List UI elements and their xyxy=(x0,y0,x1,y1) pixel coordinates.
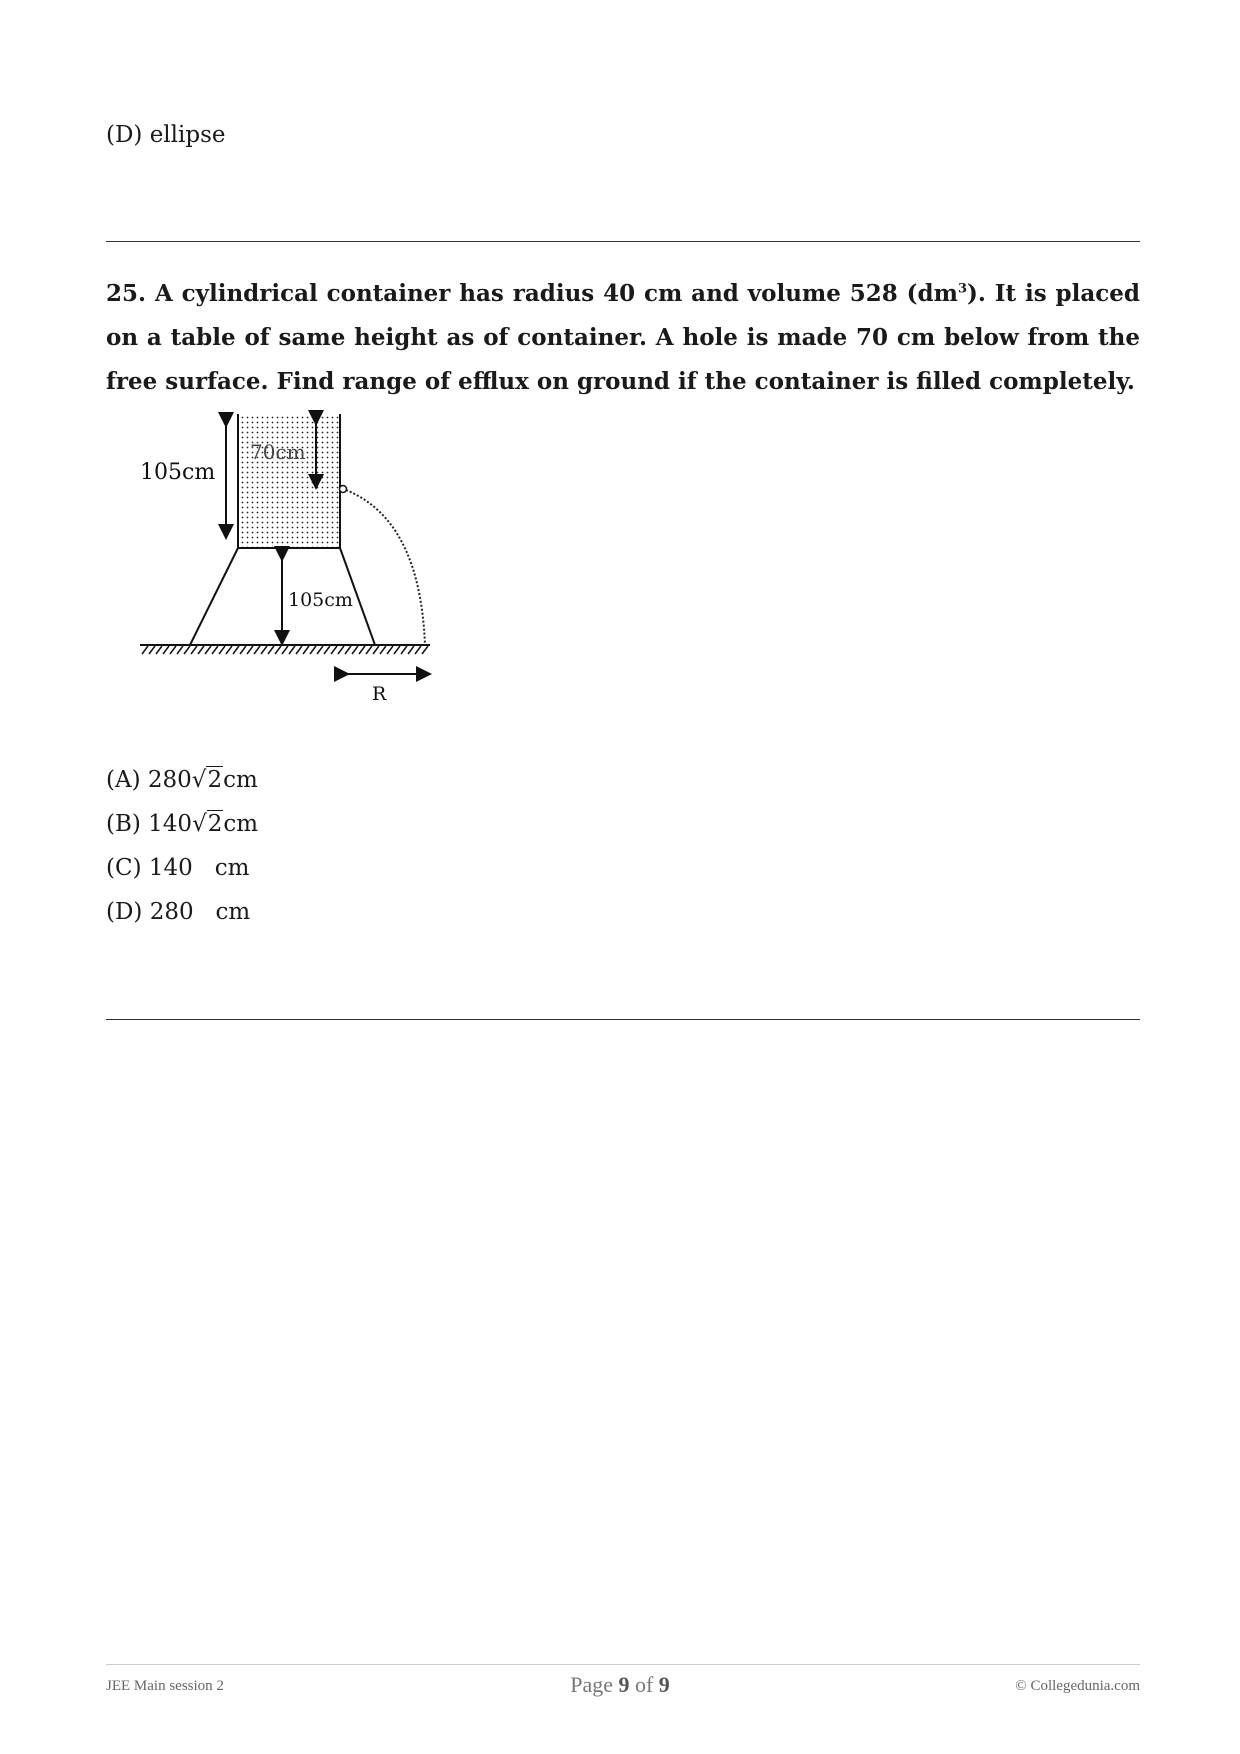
question-text-part1: A cylindrical container has radius 40 cm and volume 528 (dm xyxy=(154,280,958,307)
footer-page-number: Page 9 of 9 xyxy=(570,1672,670,1697)
option-b: (B) 140√2cm xyxy=(106,811,259,837)
sqrt-symbol: √2 xyxy=(191,767,223,793)
container-height-label: 105cm xyxy=(140,460,216,485)
footer-rule xyxy=(106,1664,1140,1665)
separator-top xyxy=(106,241,1140,242)
option-d: (D) 280 cm xyxy=(106,899,251,925)
container-diagram xyxy=(120,400,450,710)
ground-hatching xyxy=(142,646,428,654)
prev-option-d: (D) ellipse xyxy=(106,122,226,148)
footer-exam-name: JEE Main session 2 xyxy=(106,1678,224,1694)
option-a: (A) 280√2cm xyxy=(106,767,258,793)
range-label: R xyxy=(372,683,387,705)
question-superscript: 3 xyxy=(957,281,967,297)
table-height-label: 105cm xyxy=(288,589,353,611)
question-number: 25. xyxy=(106,280,147,307)
container-water xyxy=(238,414,340,548)
hole-depth-label: 70cm xyxy=(250,440,306,464)
efflux-trajectory xyxy=(346,490,425,645)
hole-marker xyxy=(340,486,347,493)
sqrt-symbol: √2 xyxy=(192,811,223,837)
separator-bottom xyxy=(106,1019,1140,1020)
question-text-part2: ). It is placed on a table of same height as of container. A hole is made 70 cm below from the free surface. Find range of efflux on ground if the container is filled completely. xyxy=(106,280,1140,395)
question-text xyxy=(106,272,1140,404)
option-c: (C) 140 cm xyxy=(106,855,250,881)
footer-copyright: © Collegedunia.com xyxy=(1015,1678,1140,1694)
